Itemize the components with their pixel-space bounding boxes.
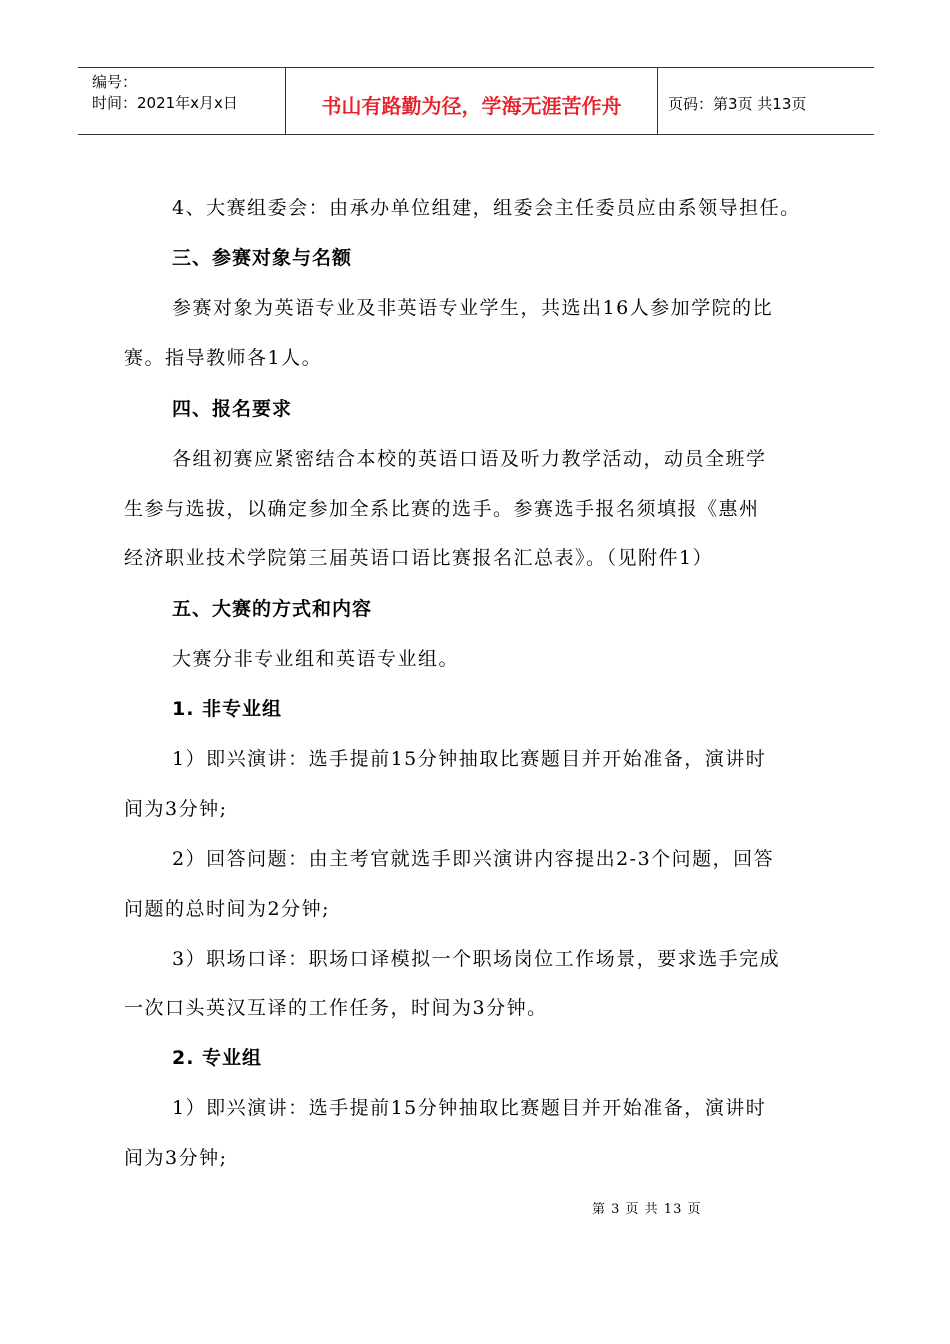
body-text-line: 赛。指导教师各1人。	[124, 347, 323, 369]
section-heading: 2. 专业组	[172, 1047, 263, 1069]
body-text-line: 生参与选拔，以确定参加全系比赛的选手。参赛选手报名须填报《惠州	[124, 498, 760, 520]
body-text-line: 经济职业技术学院第三届英语口语比赛报名汇总表》。（见附件1）	[124, 547, 714, 569]
body-text-line: 间为3分钟;	[124, 1147, 228, 1169]
header-time-label: 时间：2021年x月x日	[92, 94, 238, 112]
header-code-label: 编号：	[92, 73, 138, 91]
header-page-info: 页码：第3页 共13页	[668, 94, 807, 113]
section-heading: 三、参赛对象与名额	[172, 247, 353, 269]
header-motto: 书山有路勤为径，学海无涯苦作舟	[286, 68, 658, 134]
body-text-line: 间为3分钟;	[124, 798, 228, 820]
body-text-line: 2）回答问题：由主考官就选手即兴演讲内容提出2-3个问题，回答	[172, 848, 775, 870]
body-text-line: 大赛分非专业组和英语专业组。	[172, 648, 460, 670]
body-text-line: 问题的总时间为2分钟;	[124, 898, 330, 920]
body-text-line: 各组初赛应紧密结合本校的英语口语及听力教学活动，动员全班学	[172, 448, 767, 470]
body-text-line: 3）职场口译：职场口译模拟一个职场岗位工作场景，要求选手完成	[172, 948, 781, 970]
body-text-line: 1）即兴演讲：选手提前15分钟抽取比赛题目并开始准备，演讲时	[172, 748, 767, 770]
page-header	[78, 67, 874, 135]
body-text-line: 4、大赛组委会：由承办单位组建，组委会主任委员应由系领导担任。	[172, 197, 801, 219]
header-meta	[78, 68, 286, 134]
body-text-line: 1）即兴演讲：选手提前15分钟抽取比赛题目并开始准备，演讲时	[172, 1097, 767, 1119]
section-heading: 四、报名要求	[172, 398, 293, 420]
section-heading: 1. 非专业组	[172, 698, 283, 720]
page-footer: 第 3 页 共 13 页	[592, 1202, 702, 1217]
section-heading: 五、大赛的方式和内容	[172, 598, 373, 620]
body-text-line: 一次口头英汉互译的工作任务，时间为3分钟。	[124, 997, 548, 1019]
body-text-line: 参赛对象为英语专业及非英语专业学生，共选出16人参加学院的比	[172, 297, 774, 319]
